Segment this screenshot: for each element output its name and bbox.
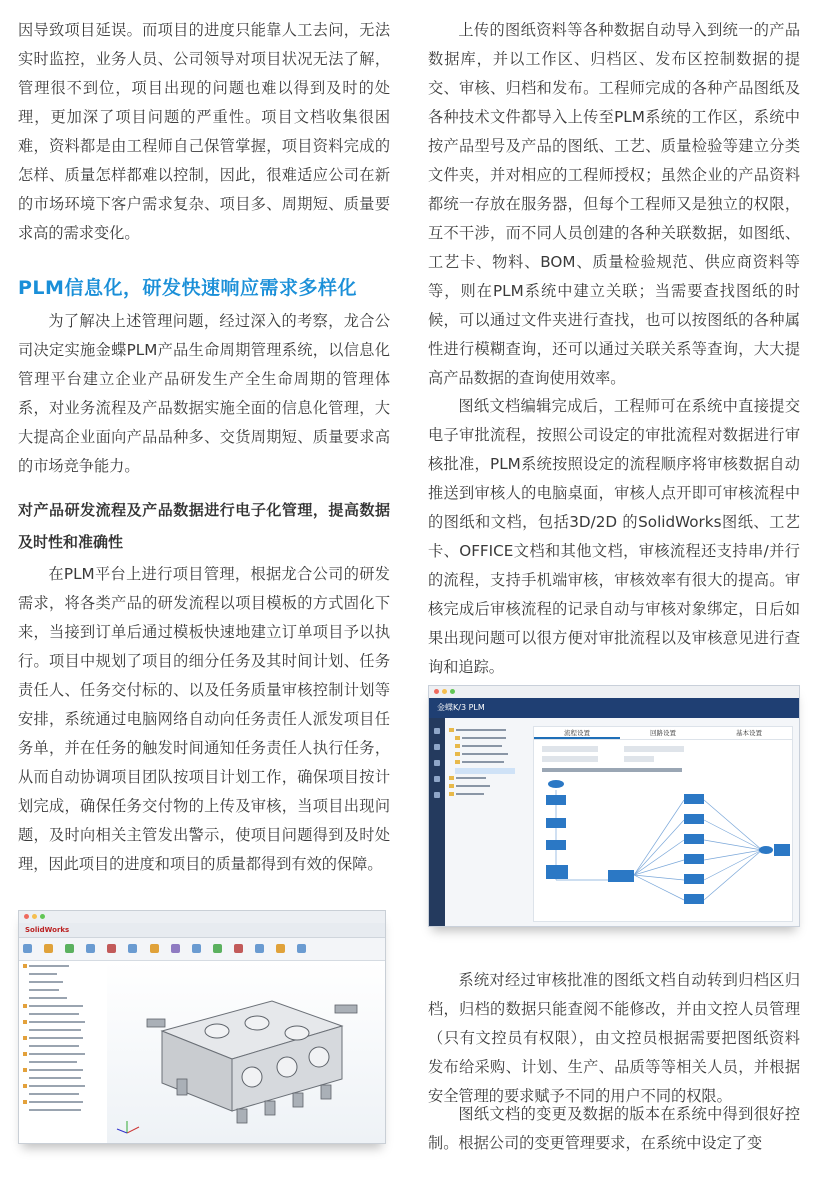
tab-basic-settings[interactable]: 基本设置 (736, 729, 762, 737)
left-paragraph-2: 为了解决上述管理问题，经过深入的考察，龙合公司决定实施金蝶PLM产品生命周期管理系统，以信息化管理平台建立企业产品研发生产全生命周期的管理体系，对业务流程及产品数据实施全面的信息化管理，大大提高企业面向产品品种多、交货周期短、质量要求高的市场竞争能力。 (18, 312, 390, 475)
plm-folder-tree (447, 726, 531, 922)
tool-icon[interactable] (23, 944, 32, 953)
minimize-dot-icon (442, 689, 447, 694)
left-paragraph-1: 因导致项目延误。而项目的进度只能靠人工去问，无法实时监控，业务人员、公司领导对项目状况无法了解，管理很不到位，项目出现的问题也难以得到及时的处理，更加深了项目问题的严重性。项目文档收集很困难，资料都是由工程师自己保管掌握，项目资料完成的怎样、质量怎样都难以控制，因此，很难适应公司在新的市场环境下客户需求复杂、项目多、周期短、质量要求高的需求变化。 (18, 21, 390, 242)
doc-icon (434, 728, 440, 734)
tool-icon[interactable] (107, 944, 116, 953)
gear-icon (434, 792, 440, 798)
tool-icon[interactable] (297, 944, 306, 953)
plm-sidebar (429, 718, 445, 926)
valve-block-model (107, 961, 385, 1143)
right-paragraph-3: 系统对经过审核批准的图纸文档自动转到归档区归档，归档的数据只能查阅不能修改，并由文控人员管理（只有文控员有权限），由文控员根据需要把图纸资料发布给采购、计划、生产、品质等等相关人员，并根据安全管理的要求赋予不同的用户不同的权限。 (428, 971, 800, 1105)
3d-viewport[interactable] (107, 961, 385, 1143)
plm-header (429, 698, 799, 718)
right-paragraph-2: 图纸文档编辑完成后，工程师可在系统中直接提交电子审批流程，按照公司设定的审批流程对数据进行审核批准，PLM系统按照设定的流程顺序将审核数据自动推送到审核人的电脑桌面，审核人点开即可审核流程中的图纸和文档，包括3D/2D 的SolidWorks图纸、工艺卡、OFFICE文档和其他文档，审核流程还支持串/并行的流程，支持手机端审核，审核效率有很大的提高。审核完成后审核流程的记录自动与审核对象绑定，日后如果出现问题可以很方便对审批流程以及审核意见进行查询和追踪。 (428, 397, 800, 676)
box-icon (434, 776, 440, 782)
tool-icon[interactable] (86, 944, 95, 953)
tool-icon[interactable] (150, 944, 159, 953)
plm-main-panel (533, 726, 793, 922)
window-titlebar (19, 911, 385, 923)
plm-tabs (534, 727, 792, 740)
sw-app-title: SolidWorks (19, 923, 385, 938)
list-icon (434, 760, 440, 766)
tool-icon[interactable] (171, 944, 180, 953)
plm-app-title: 金蝶K/3 PLM (437, 703, 485, 712)
feature-tree-lines (23, 961, 103, 1141)
tool-icon[interactable] (65, 944, 74, 953)
close-dot-icon (24, 914, 29, 919)
right-paragraph-4: 图纸文档的变更及数据的版本在系统中得到很好控制。根据公司的变更管理要求，在系统中设定了变 (428, 1105, 800, 1152)
tab-loop-settings[interactable]: 回路设置 (650, 729, 676, 737)
right-paragraph-1: 上传的图纸资料等各种数据自动导入到统一的产品数据库，并以工作区、归档区、发布区控制数据的提交、审核、归档和发布。工程师完成的各种产品图纸及各种技术文件都导入上传至PLM系统的工作区，系统中按产品型号及产品的图纸、工艺、质量检验等建立分类文件夹，并对相应的工程师授权；虽然企业的产品资料都统一存放在服务器，但每个工程师又是独立的权限，互不干涉，而不同人员创建的各种关联数据，如图纸、工艺卡、物料、BOM、质量检验规范、供应商资料等等，则在PLM系统中建立关联；当需要查找图纸的时候，可以通过文件夹进行查找，也可以按图纸的各种属性进行模糊查询，还可以通过关联关系等查询，大大提高产品数据的查询使用效率。 (428, 21, 800, 387)
tool-icon[interactable] (234, 944, 243, 953)
minimize-dot-icon (32, 914, 37, 919)
window-titlebar (429, 686, 799, 698)
maximize-dot-icon (40, 914, 45, 919)
workflow-diagram (534, 740, 792, 908)
close-dot-icon (434, 689, 439, 694)
folder-icon (434, 744, 440, 750)
maximize-dot-icon (450, 689, 455, 694)
tree-lines (447, 726, 531, 826)
tool-icon[interactable] (192, 944, 201, 953)
tool-icon[interactable] (213, 944, 222, 953)
feature-tree (19, 961, 110, 1143)
solidworks-screenshot (18, 910, 386, 1144)
tab-flow-settings[interactable]: 流程设置 (534, 727, 620, 739)
tool-icon[interactable] (276, 944, 285, 953)
tool-icon[interactable] (255, 944, 264, 953)
sw-toolbar (19, 938, 385, 961)
left-paragraph-3: 在PLM平台上进行项目管理，根据龙合公司的研发需求，将各类产品的研发流程以项目模板的方式固化下来，当接到订单后通过模板快速地建立订单项目予以执行。项目中规划了项目的细分任务及其时间计划、任务责任人、任务交付标的、以及任务质量审核控制计划等安排，系统通过电脑网络自动向任务责任人派发项目任务单，并在任务的触发时间通知任务责任人执行任务，从而自动协调项目团队按项目计划工作，确保项目按计划完成，确保任务交付物的上传及审核，当项目出现问题，及时向相关主管发出警示，使项目问题得到及时处理，因此项目的进度和项目的质量都得到有效的保障。 (18, 565, 390, 873)
plm-screenshot (428, 685, 800, 927)
sub-heading: 对产品研发流程及产品数据进行电子化管理，提高数据及时性和准确性 (18, 501, 390, 551)
tool-icon[interactable] (44, 944, 53, 953)
section-heading: PLM信息化，研发快速响应需求多样化 (18, 277, 357, 299)
tool-icon[interactable] (128, 944, 137, 953)
